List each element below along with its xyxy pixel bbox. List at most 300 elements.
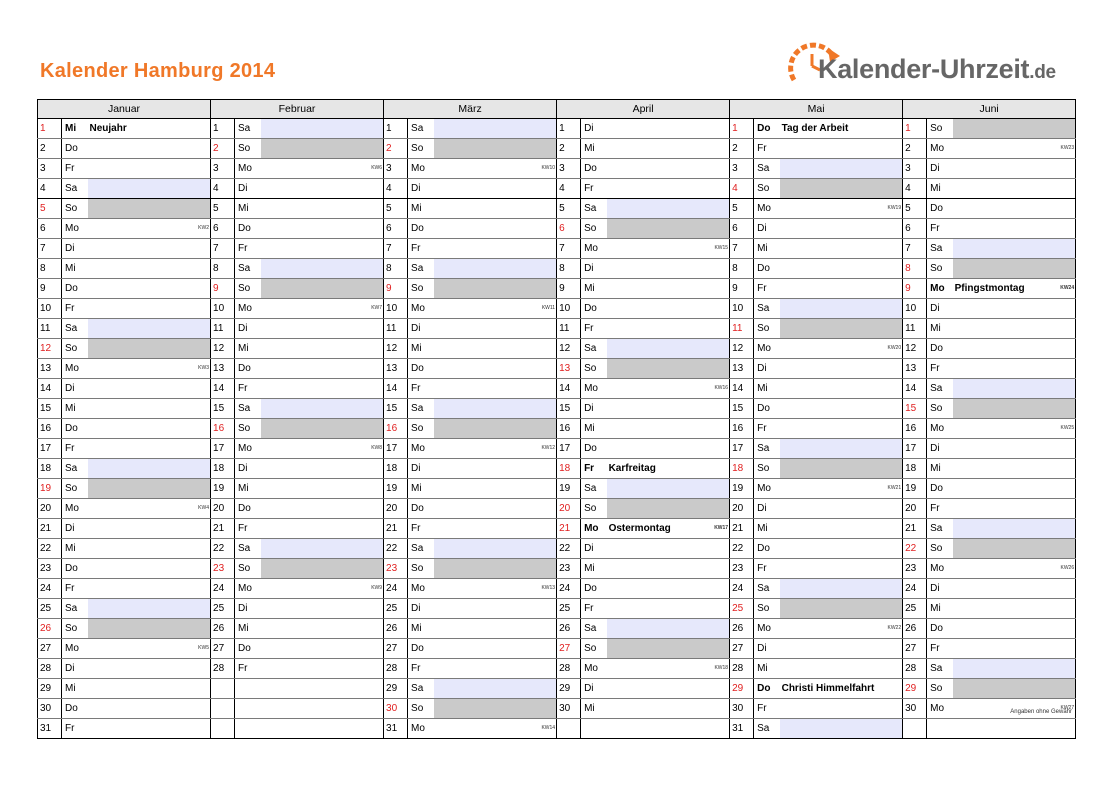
day-number: 20 — [730, 499, 754, 519]
day-number: 6 — [557, 219, 581, 239]
weekday: Di — [927, 299, 953, 319]
weekday: Do — [927, 619, 953, 639]
day-note — [261, 279, 384, 299]
week-number: KW19 — [887, 205, 902, 211]
day-note — [780, 359, 903, 379]
day-number: 7 — [557, 239, 581, 259]
day-number: 20 — [211, 499, 235, 519]
day-number: 6 — [730, 219, 754, 239]
day-note — [780, 219, 903, 239]
day-number: 7 — [730, 239, 754, 259]
day-number: 31 — [384, 719, 408, 739]
day-number: 9 — [211, 279, 235, 299]
calendar-row — [38, 339, 1076, 359]
day-number: 6 — [38, 219, 62, 239]
day-number: 19 — [557, 479, 581, 499]
holiday-label: Christi Himmelfahrt — [781, 683, 875, 694]
day-number: 21 — [557, 519, 581, 539]
day-number: 26 — [730, 619, 754, 639]
day-note — [434, 699, 557, 719]
day-note — [88, 259, 211, 279]
day-number: 4 — [211, 179, 235, 199]
weekday: Fr — [62, 299, 88, 319]
day-number: 7 — [211, 239, 235, 259]
day-note — [88, 139, 211, 159]
day-number: 18 — [38, 459, 62, 479]
day-number: 12 — [557, 339, 581, 359]
day-note — [434, 199, 557, 219]
weekday: So — [235, 419, 261, 439]
day-number: 5 — [211, 199, 235, 219]
day-note — [953, 259, 1076, 279]
weekday: Sa — [581, 339, 607, 359]
calendar-row — [38, 399, 1076, 419]
weekday: Mo — [927, 279, 953, 299]
weekday: Mi — [62, 259, 88, 279]
day-note — [780, 199, 903, 219]
day-note — [780, 299, 903, 319]
day-number: 31 — [730, 719, 754, 739]
day-note — [953, 619, 1076, 639]
weekday: Do — [235, 639, 261, 659]
day-number: 2 — [211, 139, 235, 159]
day-number: 16 — [557, 419, 581, 439]
day-number: 2 — [903, 139, 927, 159]
day-note — [261, 659, 384, 679]
day-note — [780, 119, 903, 139]
weekday: Do — [408, 639, 434, 659]
day-number: 20 — [384, 499, 408, 519]
calendar-table — [37, 99, 1076, 739]
day-note — [88, 479, 211, 499]
weekday: Di — [581, 539, 607, 559]
day-number: 1 — [211, 119, 235, 139]
day-number: 3 — [557, 159, 581, 179]
day-note — [780, 279, 903, 299]
day-number: 30 — [38, 699, 62, 719]
weekday: So — [408, 559, 434, 579]
day-number: 29 — [557, 679, 581, 699]
calendar-row — [38, 279, 1076, 299]
weekday: Do — [62, 699, 88, 719]
weekday: Sa — [62, 179, 88, 199]
day-number: 26 — [38, 619, 62, 639]
day-number: 16 — [384, 419, 408, 439]
day-number: 28 — [384, 659, 408, 679]
day-note — [780, 519, 903, 539]
weekday: Sa — [581, 199, 607, 219]
day-note — [261, 679, 384, 699]
day-note — [434, 519, 557, 539]
day-note — [607, 299, 730, 319]
disclaimer: Angaben ohne Gewähr — [1010, 709, 1072, 715]
day-note — [434, 139, 557, 159]
day-note — [780, 499, 903, 519]
weekday: Fr — [408, 659, 434, 679]
weekday: Di — [754, 499, 780, 519]
day-number: 29 — [384, 679, 408, 699]
day-number: 23 — [903, 559, 927, 579]
day-note — [434, 719, 557, 739]
day-number — [211, 679, 235, 699]
calendar-row — [38, 219, 1076, 239]
month-header: März — [384, 100, 557, 119]
day-note — [780, 179, 903, 199]
day-number: 16 — [38, 419, 62, 439]
day-note — [953, 359, 1076, 379]
weekday: So — [408, 419, 434, 439]
day-number: 5 — [903, 199, 927, 219]
day-number: 9 — [384, 279, 408, 299]
day-number: 28 — [38, 659, 62, 679]
day-note — [607, 499, 730, 519]
weekday: Do — [927, 339, 953, 359]
weekday: Fr — [235, 379, 261, 399]
day-number: 5 — [730, 199, 754, 219]
day-number: 30 — [730, 699, 754, 719]
day-number: 9 — [903, 279, 927, 299]
day-number: 14 — [903, 379, 927, 399]
weekday: Fr — [581, 599, 607, 619]
weekday: So — [581, 219, 607, 239]
day-note — [953, 439, 1076, 459]
day-note — [780, 259, 903, 279]
day-note — [434, 419, 557, 439]
weekday: Mi — [754, 379, 780, 399]
day-number: 18 — [903, 459, 927, 479]
weekday: Fr — [927, 639, 953, 659]
day-number: 25 — [384, 599, 408, 619]
day-number: 6 — [384, 219, 408, 239]
calendar-row — [38, 239, 1076, 259]
day-number: 7 — [38, 239, 62, 259]
day-number: 27 — [557, 639, 581, 659]
day-note — [88, 319, 211, 339]
day-note — [261, 139, 384, 159]
weekday — [235, 719, 261, 739]
day-note — [780, 579, 903, 599]
month-header: Januar — [38, 100, 211, 119]
day-number: 17 — [384, 439, 408, 459]
calendar-row — [38, 519, 1076, 539]
weekday: Sa — [62, 319, 88, 339]
day-note — [261, 479, 384, 499]
day-note — [607, 559, 730, 579]
weekday: So — [927, 119, 953, 139]
weekday: Mi — [235, 619, 261, 639]
day-note — [261, 419, 384, 439]
day-number: 26 — [557, 619, 581, 639]
day-note — [434, 539, 557, 559]
day-number: 30 — [557, 699, 581, 719]
calendar-row — [38, 679, 1076, 699]
day-number: 30 — [903, 699, 927, 719]
day-note — [953, 319, 1076, 339]
day-number: 10 — [211, 299, 235, 319]
week-number: KW9 — [371, 585, 383, 591]
week-number: KW7 — [371, 305, 383, 311]
weekday: Mo — [927, 139, 953, 159]
month-header: April — [557, 100, 730, 119]
day-note — [953, 279, 1076, 299]
day-number: 20 — [38, 499, 62, 519]
weekday: Do — [408, 359, 434, 379]
week-number: KW22 — [887, 625, 902, 631]
day-note — [780, 139, 903, 159]
day-note — [434, 639, 557, 659]
day-note — [88, 159, 211, 179]
day-note — [261, 299, 384, 319]
weekday: Di — [581, 679, 607, 699]
weekday: Fr — [235, 519, 261, 539]
weekday: Mi — [927, 599, 953, 619]
day-note — [261, 639, 384, 659]
weekday: Mi — [927, 319, 953, 339]
day-note — [434, 579, 557, 599]
week-number: KW3 — [198, 365, 210, 371]
week-number: KW20 — [887, 345, 902, 351]
day-note — [88, 399, 211, 419]
day-number: 22 — [903, 539, 927, 559]
site-logo[interactable] — [786, 36, 1076, 92]
day-note — [261, 499, 384, 519]
week-number: KW8 — [371, 445, 383, 451]
calendar-row — [38, 199, 1076, 219]
weekday: Sa — [408, 119, 434, 139]
weekday: Mi — [927, 459, 953, 479]
weekday: Fr — [927, 359, 953, 379]
day-number: 3 — [730, 159, 754, 179]
weekday: Sa — [927, 379, 953, 399]
weekday: Do — [581, 579, 607, 599]
day-number: 11 — [730, 319, 754, 339]
day-number: 10 — [38, 299, 62, 319]
day-number: 23 — [211, 559, 235, 579]
day-number: 17 — [38, 439, 62, 459]
day-number: 12 — [903, 339, 927, 359]
weekday: Fr — [62, 159, 88, 179]
weekday: So — [754, 459, 780, 479]
day-number: 14 — [730, 379, 754, 399]
weekday: Fr — [927, 499, 953, 519]
day-number: 12 — [211, 339, 235, 359]
day-note — [261, 559, 384, 579]
day-number: 10 — [557, 299, 581, 319]
day-number: 10 — [730, 299, 754, 319]
day-number: 13 — [557, 359, 581, 379]
day-note — [953, 119, 1076, 139]
day-note — [780, 639, 903, 659]
weekday: Mo — [408, 159, 434, 179]
weekday: Di — [62, 239, 88, 259]
day-note — [434, 679, 557, 699]
day-number: 16 — [211, 419, 235, 439]
day-number: 15 — [903, 399, 927, 419]
day-number: 5 — [557, 199, 581, 219]
day-number: 7 — [903, 239, 927, 259]
day-note — [434, 399, 557, 419]
day-number: 13 — [730, 359, 754, 379]
day-number: 1 — [557, 119, 581, 139]
weekday: Di — [754, 219, 780, 239]
weekday: Sa — [754, 439, 780, 459]
day-note — [261, 579, 384, 599]
day-number: 28 — [557, 659, 581, 679]
day-note — [434, 459, 557, 479]
day-note — [88, 559, 211, 579]
day-note — [261, 519, 384, 539]
weekday: Do — [927, 479, 953, 499]
weekday: Mi — [62, 539, 88, 559]
day-note — [607, 679, 730, 699]
day-number: 10 — [384, 299, 408, 319]
day-note — [88, 179, 211, 199]
weekday: Sa — [408, 679, 434, 699]
day-note — [261, 159, 384, 179]
weekday: Do — [408, 219, 434, 239]
day-note — [607, 219, 730, 239]
day-note — [953, 299, 1076, 319]
weekday: So — [235, 559, 261, 579]
day-note — [88, 359, 211, 379]
weekday: Fr — [235, 659, 261, 679]
day-number: 26 — [903, 619, 927, 639]
weekday: Do — [235, 219, 261, 239]
day-number: 5 — [384, 199, 408, 219]
weekday: Mi — [581, 419, 607, 439]
day-number: 23 — [557, 559, 581, 579]
day-number: 5 — [38, 199, 62, 219]
day-note — [88, 199, 211, 219]
weekday: Mo — [581, 379, 607, 399]
weekday — [581, 719, 607, 739]
day-number — [557, 719, 581, 739]
day-note — [780, 599, 903, 619]
day-note — [607, 119, 730, 139]
holiday-label: Pfingstmontag — [954, 283, 1025, 294]
weekday: Mi — [754, 659, 780, 679]
day-note — [953, 539, 1076, 559]
day-number — [211, 719, 235, 739]
day-number: 13 — [38, 359, 62, 379]
day-number: 13 — [211, 359, 235, 379]
weekday: Fr — [581, 319, 607, 339]
calendar-row — [38, 139, 1076, 159]
weekday: Mo — [754, 619, 780, 639]
day-note — [607, 439, 730, 459]
day-note — [780, 559, 903, 579]
day-note — [780, 159, 903, 179]
day-note — [607, 619, 730, 639]
day-note — [434, 559, 557, 579]
day-number: 2 — [730, 139, 754, 159]
day-note — [953, 479, 1076, 499]
weekday: Di — [62, 659, 88, 679]
weekday: Do — [754, 399, 780, 419]
weekday: So — [408, 279, 434, 299]
week-number: KW26 — [1060, 565, 1075, 571]
day-number: 22 — [730, 539, 754, 559]
weekday: Di — [754, 359, 780, 379]
day-note — [953, 499, 1076, 519]
day-note — [780, 699, 903, 719]
day-note — [88, 219, 211, 239]
day-note — [88, 599, 211, 619]
day-number: 24 — [903, 579, 927, 599]
weekday: Sa — [754, 299, 780, 319]
week-number: KW16 — [714, 385, 729, 391]
day-number: 13 — [903, 359, 927, 379]
weekday: Do — [235, 359, 261, 379]
day-number: 28 — [903, 659, 927, 679]
day-note — [261, 599, 384, 619]
weekday: Di — [927, 579, 953, 599]
day-note — [953, 239, 1076, 259]
day-number: 6 — [211, 219, 235, 239]
day-note — [434, 279, 557, 299]
day-number: 15 — [211, 399, 235, 419]
weekday: Sa — [408, 399, 434, 419]
calendar-row — [38, 159, 1076, 179]
day-number: 28 — [211, 659, 235, 679]
day-note — [607, 239, 730, 259]
day-note — [953, 199, 1076, 219]
day-note — [88, 119, 211, 139]
day-note — [780, 339, 903, 359]
weekday: Di — [581, 259, 607, 279]
day-note — [261, 179, 384, 199]
day-note — [88, 539, 211, 559]
day-note — [434, 619, 557, 639]
day-note — [434, 339, 557, 359]
weekday: So — [408, 139, 434, 159]
day-note — [434, 479, 557, 499]
day-number: 29 — [38, 679, 62, 699]
weekday: Fr — [754, 419, 780, 439]
weekday: Do — [408, 499, 434, 519]
day-number: 19 — [384, 479, 408, 499]
day-number: 2 — [38, 139, 62, 159]
week-number: KW6 — [371, 165, 383, 171]
weekday: So — [235, 279, 261, 299]
weekday: Fr — [62, 439, 88, 459]
weekday: Mi — [62, 399, 88, 419]
weekday: Mo — [754, 479, 780, 499]
day-number: 3 — [38, 159, 62, 179]
weekday: Mo — [62, 639, 88, 659]
week-number: KW12 — [541, 445, 556, 451]
weekday: Do — [62, 279, 88, 299]
day-note — [607, 139, 730, 159]
weekday: So — [62, 199, 88, 219]
day-note — [780, 659, 903, 679]
day-number: 4 — [384, 179, 408, 199]
day-number: 9 — [557, 279, 581, 299]
weekday: Sa — [235, 539, 261, 559]
day-number: 22 — [38, 539, 62, 559]
day-note — [261, 379, 384, 399]
holiday-label: Ostermontag — [608, 523, 671, 534]
day-note — [607, 699, 730, 719]
day-number: 8 — [903, 259, 927, 279]
day-number: 17 — [557, 439, 581, 459]
day-number: 24 — [384, 579, 408, 599]
weekday: Do — [754, 679, 780, 699]
calendar-row — [38, 619, 1076, 639]
day-number: 19 — [38, 479, 62, 499]
day-note — [780, 479, 903, 499]
calendar-row — [38, 599, 1076, 619]
